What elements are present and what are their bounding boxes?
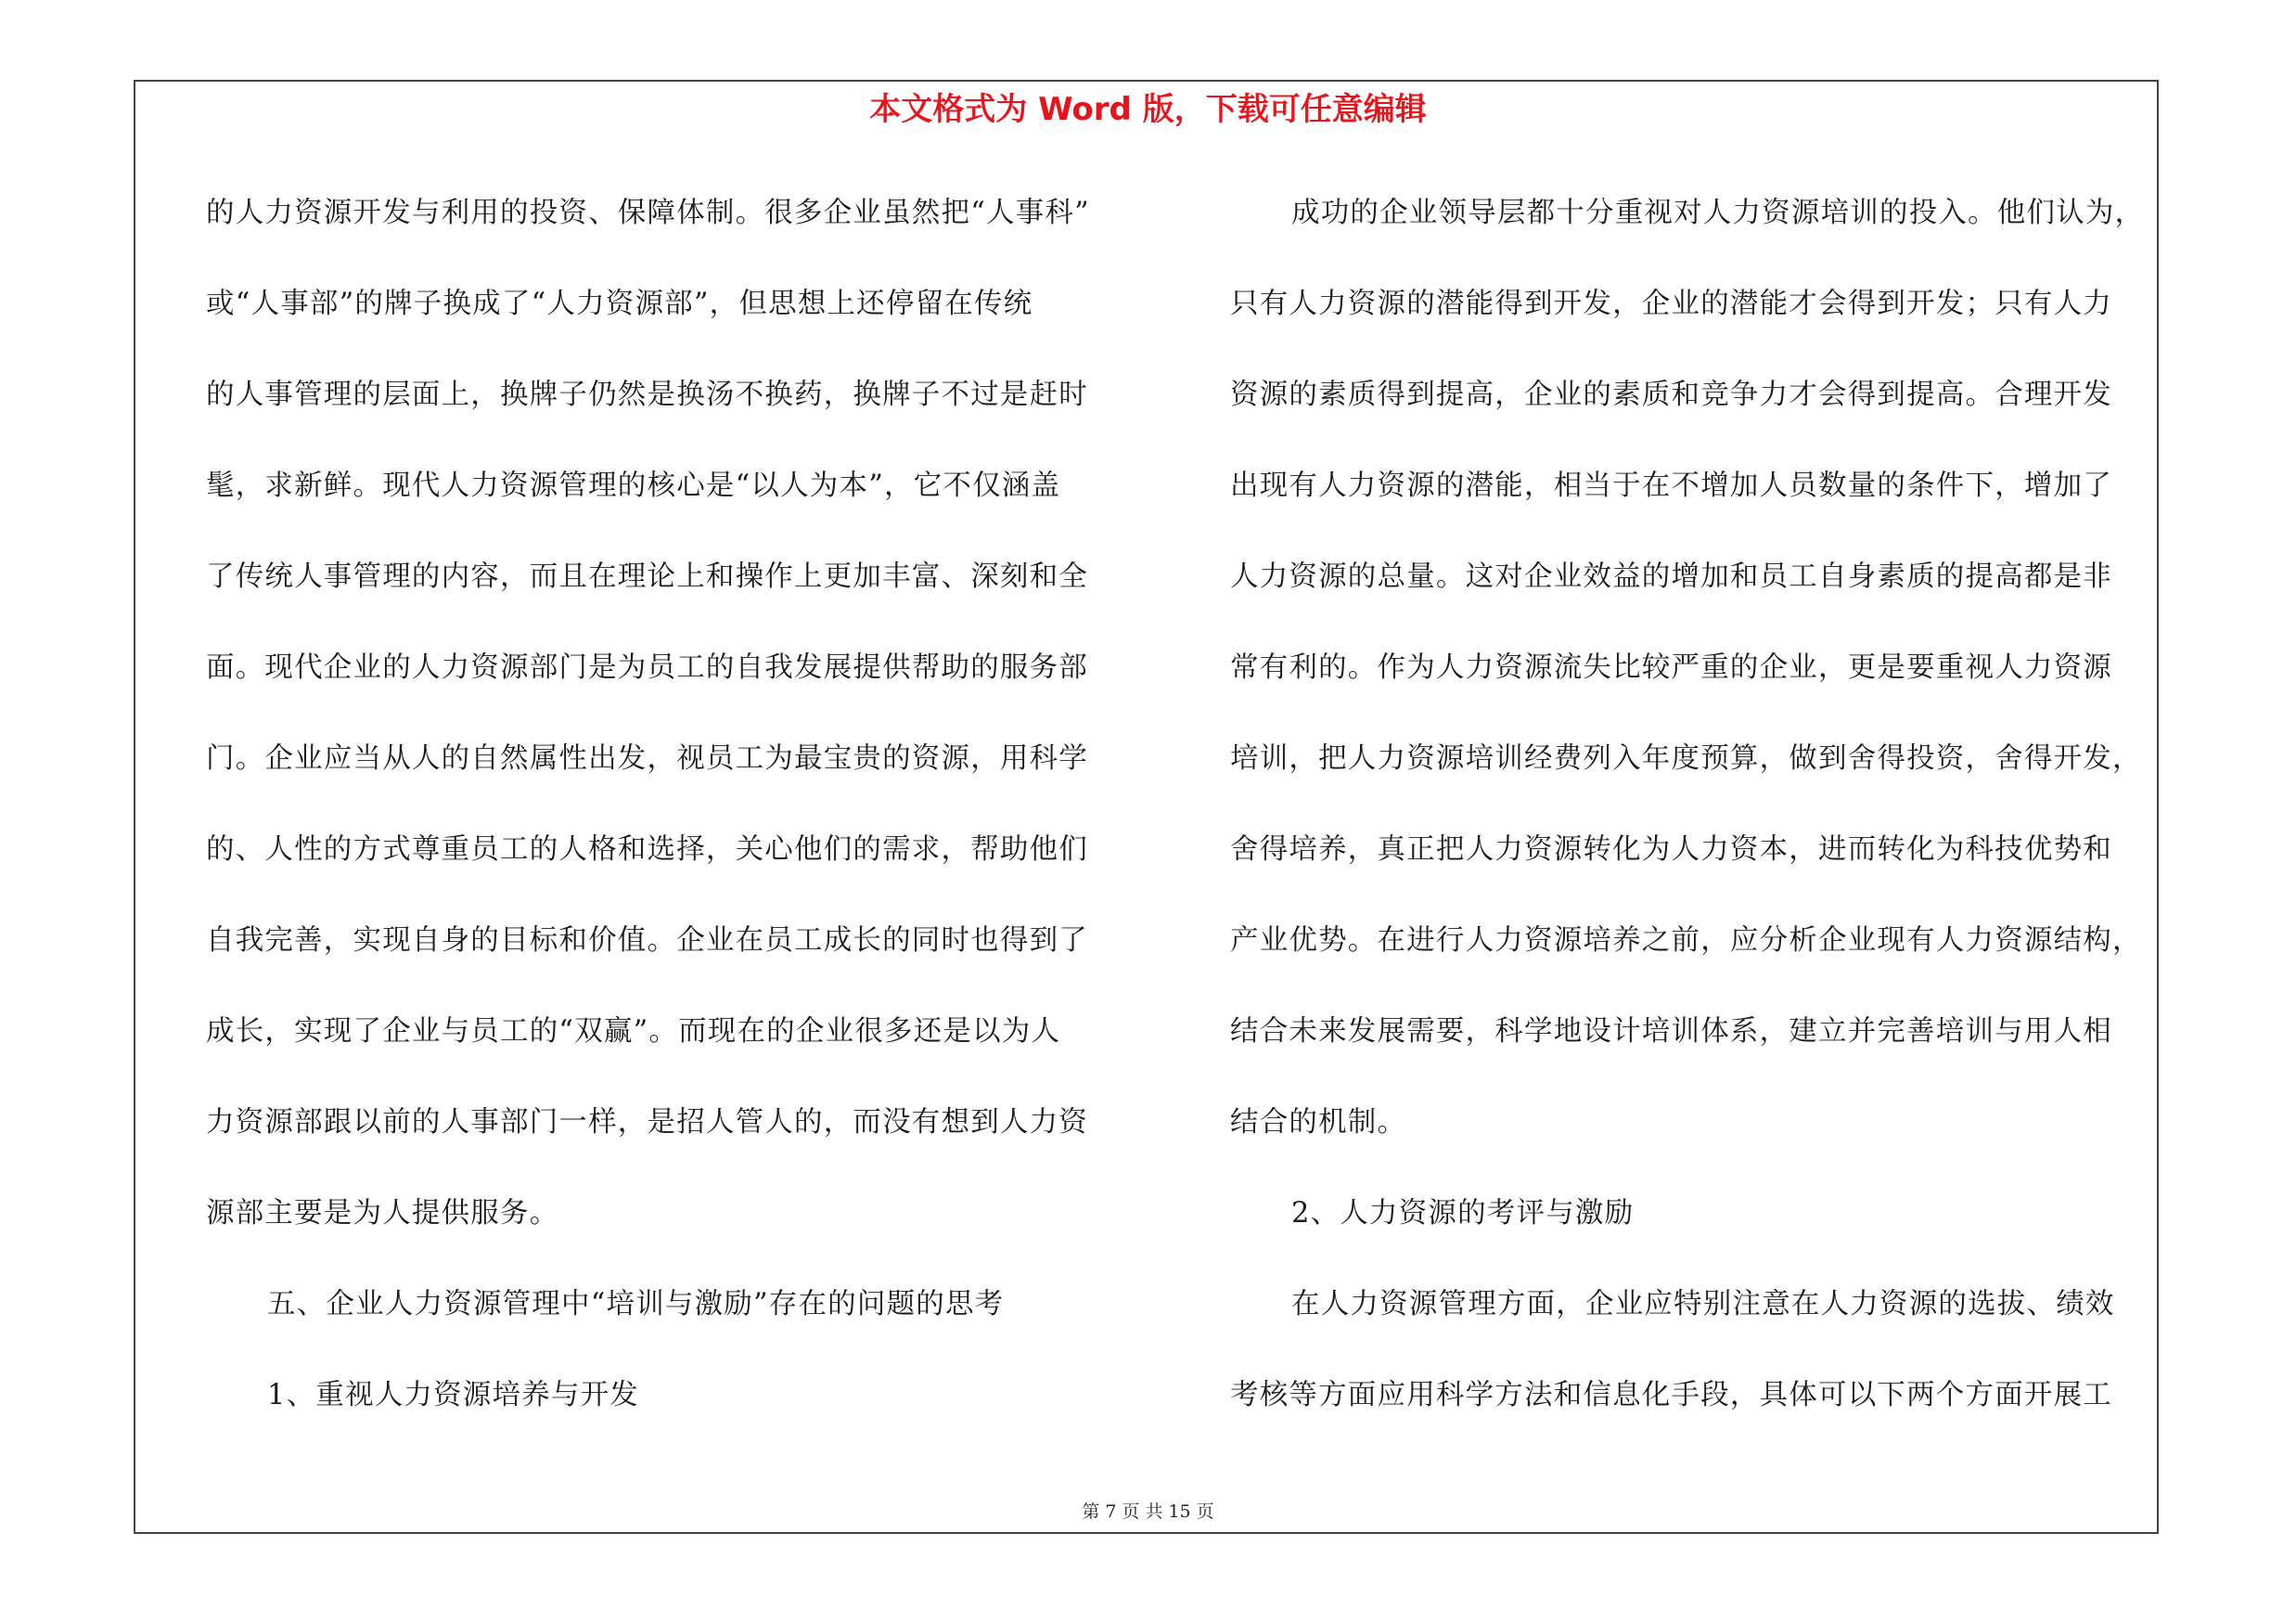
- footer-prefix: 第: [1082, 1501, 1100, 1522]
- subsection-heading: 2、人力资源的考评与激励: [1291, 1197, 1635, 1230]
- body-text-line: 的、人性的方式尊重员工的人格和选择，关心他们的需求，帮助他们: [206, 833, 1088, 866]
- body-text-line: 髦，求新鲜。现代人力资源管理的核心是“以人为本”，它不仅涵盖: [206, 470, 1061, 502]
- body-text-line: 考核等方面应用科学方法和信息化手段，具体可以下两个方面开展工: [1230, 1379, 2112, 1411]
- right-column: [1230, 187, 2148, 1461]
- body-text-line: 培训，把人力资源培训经费列入年度预算，做到舍得投资，舍得开发，: [1230, 742, 2142, 775]
- body-text-line: 产业优势。在进行人力资源培养之前，应分析企业现有人力资源结构，: [1230, 924, 2142, 957]
- body-text-line: 力资源部跟以前的人事部门一样，是招人管人的，而没有想到人力资: [206, 1106, 1088, 1139]
- footer-middle: 页 共: [1122, 1501, 1163, 1522]
- section-heading: 五、企业人力资源管理中“培训与激励”存在的问题的思考: [267, 1288, 1005, 1320]
- body-text-line: 了传统人事管理的内容，而且在理论上和操作上更加丰富、深刻和全: [206, 560, 1088, 593]
- left-column: [206, 187, 1124, 1461]
- body-text-line: 结合的机制。: [1230, 1106, 1407, 1139]
- body-text-line: 自我完善，实现自身的目标和价值。企业在员工成长的同时也得到了: [206, 924, 1088, 957]
- body-text-line: 出现有人力资源的潜能，相当于在不增加人员数量的条件下，增加了: [1230, 470, 2112, 502]
- body-text-line: 只有人力资源的潜能得到开发，企业的潜能才会得到开发；只有人力: [1230, 288, 2112, 320]
- body-text-line: 成长，实现了企业与员工的“双赢”。而现在的企业很多还是以为人: [206, 1015, 1061, 1048]
- page-footer: [0, 1498, 2296, 1523]
- body-text-line: 资源的素质得到提高，企业的素质和竞争力才会得到提高。合理开发: [1230, 379, 2112, 411]
- current-page-number: 7: [1105, 1501, 1117, 1522]
- header-banner: 本文格式为 Word 版，下载可任意编辑: [869, 91, 1427, 128]
- body-text-line: 的人力资源开发与利用的投资、保障体制。很多企业虽然把“人事科”: [206, 197, 1090, 229]
- footer-suffix: 页: [1196, 1501, 1214, 1522]
- body-text-line: 在人力资源管理方面，企业应特别注意在人力资源的选拔、绩效: [1291, 1288, 2115, 1320]
- body-text-line: 结合未来发展需要，科学地设计培训体系，建立并完善培训与用人相: [1230, 1015, 2112, 1048]
- total-pages-number: 15: [1168, 1501, 1191, 1522]
- body-text-line: 门。企业应当从人的自然属性出发，视员工为最宝贵的资源，用科学: [206, 742, 1088, 775]
- body-text-line: 或“人事部”的牌子换成了“人力资源部”，但思想上还停留在传统: [206, 288, 1033, 320]
- subsection-heading: 1、重视人力资源培养与开发: [267, 1379, 640, 1411]
- body-text-line: 人力资源的总量。这对企业效益的增加和员工自身素质的提高都是非: [1230, 560, 2112, 593]
- body-text-line: 舍得培养，真正把人力资源转化为人力资本，进而转化为科技优势和: [1230, 833, 2112, 866]
- body-text-line: 常有利的。作为人力资源流失比较严重的企业，更是要重视人力资源: [1230, 651, 2112, 684]
- body-text-line: 成功的企业领导层都十分重视对人力资源培训的投入。他们认为，: [1291, 197, 2145, 229]
- body-text-line: 面。现代企业的人力资源部门是为员工的自我发展提供帮助的服务部: [206, 651, 1088, 684]
- body-text-line: 源部主要是为人提供服务。: [206, 1197, 559, 1230]
- body-text-line: 的人事管理的层面上，换牌子仍然是换汤不换药，换牌子不过是赶时: [206, 379, 1088, 411]
